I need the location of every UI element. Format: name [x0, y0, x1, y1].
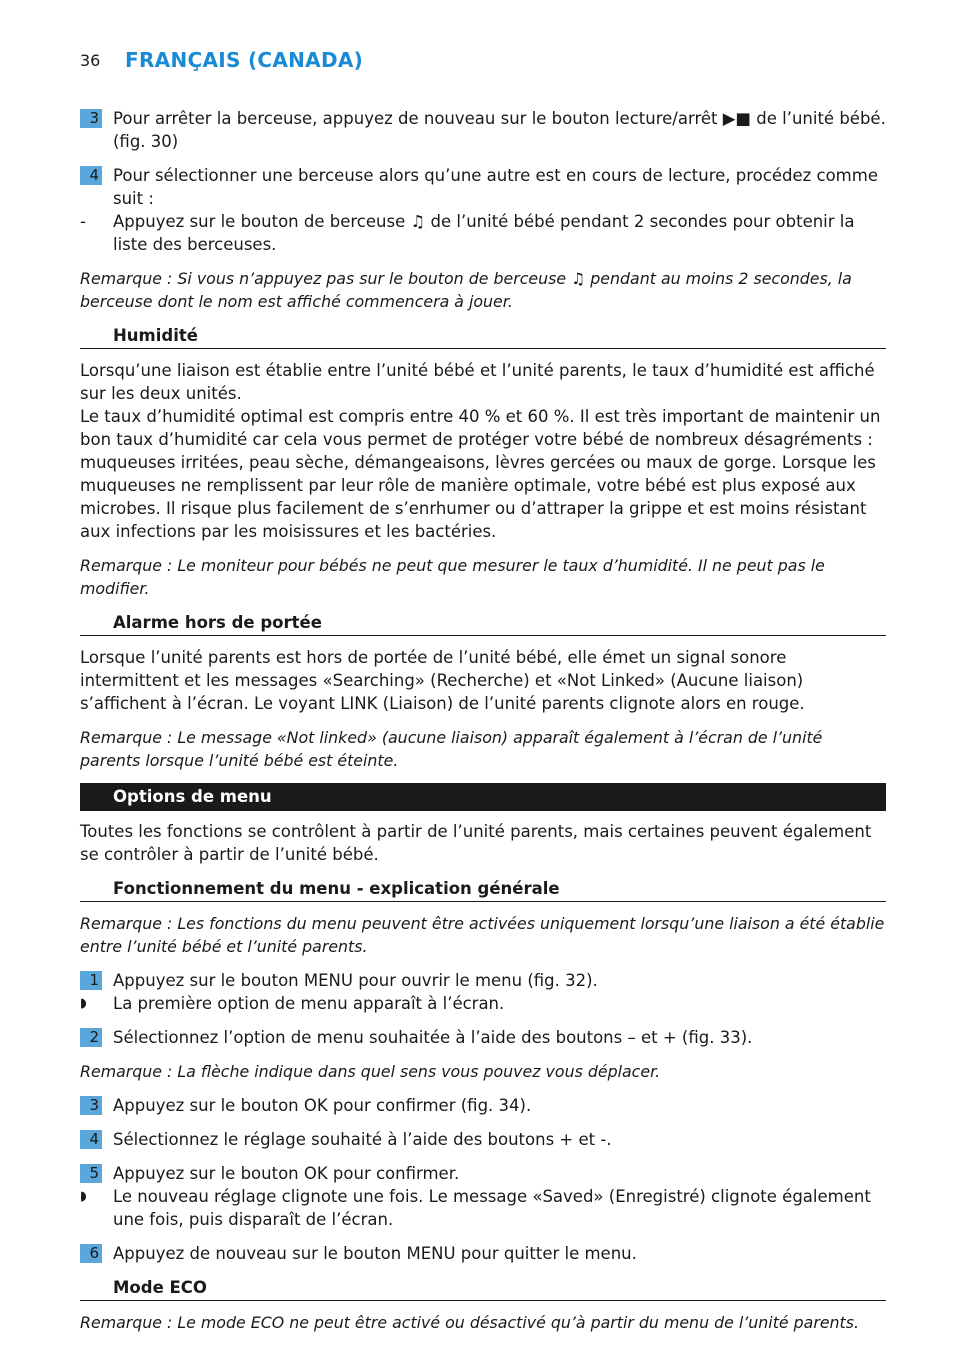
menu-step-5 [80, 1162, 886, 1185]
step-text: Pour sélectionner une berceuse alors qu’une autre est en cours de lecture, procédez comme suit : [113, 166, 878, 208]
note-eco: Remarque : Le mode ECO ne peut être activé ou désactivé qu’à partir du menu de l’unité parents. [80, 1313, 860, 1332]
menu-step-1-result [80, 992, 886, 1015]
step-number: 4 [80, 166, 102, 185]
step-3 [80, 107, 886, 153]
step-number: 1 [80, 971, 102, 990]
step-text: Appuyez de nouveau sur le bouton MENU pour quitter le menu. [113, 1244, 637, 1263]
step-text: Sélectionnez l’option de menu souhaitée à l’aide des boutons – et + (fig. 33). [113, 1028, 753, 1047]
heading-mode-eco: Mode ECO [80, 1276, 886, 1301]
menu-step-5-result [80, 1185, 886, 1231]
heading-fonctionnement: Fonctionnement du menu - explication générale [80, 877, 886, 902]
menu-step-4 [80, 1128, 886, 1151]
menu-step-3 [80, 1094, 886, 1117]
note-humidite: Remarque : Le moniteur pour bébés ne peut que mesurer le taux d’humidité. Il ne peut pas le modifier. [80, 556, 825, 598]
step-text: Sélectionnez le réglage souhaité à l’aide des boutons + et -. [113, 1130, 612, 1149]
note-lullaby: Remarque : Si vous n’appuyez pas sur le bouton de berceuse ♫ pendant au moins 2 secondes, la berceuse dont le nom est affiché commencera à jouer. [80, 269, 852, 311]
step-text: Appuyez sur le bouton MENU pour ouvrir le menu (fig. 32). [113, 971, 598, 990]
note-alarme: Remarque : Le message «Not linked» (aucune liaison) apparaît également à l’écran de l’unité parents lorsque l’unité bébé est éteinte. [80, 728, 823, 770]
menu-step-2 [80, 1026, 886, 1049]
humidite-paragraph-2: Le taux d’humidité optimal est compris entre 40 % et 60 %. Il est très important de maintenir un bon taux d’humidité car cela vous permet de protéger votre bébé de nombreux désagréments : muqueuses irritées, peau sèche, démangeaisons, lèvres gercées ou maux de gorge. Lorsque les muqueuses ne remplissent par leur rôle de manière optimale, votre bébé est plus exposé aux microbes. Il risque plus facilement de s’enrhumer ou d’attraper la grippe et est moins résistant aux infections par les moisissures et les bactéries. [80, 407, 881, 541]
options-paragraph: Toutes les fonctions se contrôlent à partir de l’unité parents, mais certaines peuvent également se contrôler à partir de l’unité bébé. [80, 822, 872, 864]
step-text: Appuyez sur le bouton OK pour confirmer (fig. 34). [113, 1096, 532, 1115]
menu-step-6 [80, 1242, 886, 1265]
alarme-paragraph: Lorsque l’unité parents est hors de portée de l’unité bébé, elle émet un signal sonore intermittent et les messages «Searching» (Recherche) et «Not Linked» (Aucune liaison) s’affichent à l’écran. Le voyant LINK (Liaison) de l’unité parents clignote alors en rouge. [80, 648, 805, 713]
result-text: Le nouveau réglage clignote une fois. Le message «Saved» (Enregistré) clignote également une fois, puis disparaît de l’écran. [113, 1187, 871, 1229]
menu-step-1 [80, 969, 886, 992]
result-text: La première option de menu apparaît à l’écran. [113, 994, 505, 1013]
heading-alarme: Alarme hors de portée [80, 611, 886, 636]
step-number: 6 [80, 1244, 102, 1263]
step-number: 4 [80, 1130, 102, 1149]
step-number: 2 [80, 1028, 102, 1047]
humidite-paragraph-1: Lorsqu’une liaison est établie entre l’unité bébé et l’unité parents, le taux d’humidité est affiché sur les deux unités. [80, 361, 875, 403]
step-number: 3 [80, 109, 102, 128]
step-text: Pour arrêter la berceuse, appuyez de nouveau sur le bouton lecture/arrêt ▶■ de l’unité bébé. (fig. 30) [113, 109, 886, 151]
step-text: Appuyez sur le bouton OK pour confirmer. [113, 1164, 460, 1183]
result-arrow-icon: ◗ [80, 996, 87, 1011]
heading-options-menu: Options de menu [80, 783, 886, 811]
step-4-substep [80, 210, 886, 256]
note-fonctionnement: Remarque : Les fonctions du menu peuvent être activées uniquement lorsqu’une liaison a été établie entre l’unité bébé et l’unité parents. [80, 914, 885, 956]
step-4 [80, 164, 886, 210]
page-content [80, 107, 886, 1345]
result-arrow-icon: ◗ [80, 1189, 87, 1204]
page-number: 36 [80, 51, 101, 70]
step-number: 5 [80, 1164, 102, 1183]
step-number: 3 [80, 1096, 102, 1115]
dash-marker: - [80, 212, 86, 231]
substep-text: Appuyez sur le bouton de berceuse ♫ de l’unité bébé pendant 2 secondes pour obtenir la liste des berceuses. [113, 212, 855, 254]
note-arrow: Remarque : La flèche indique dans quel sens vous pouvez vous déplacer. [80, 1062, 661, 1081]
heading-humidite: Humidité [80, 324, 886, 349]
language-header: FRANÇAIS (CANADA) [125, 48, 364, 72]
